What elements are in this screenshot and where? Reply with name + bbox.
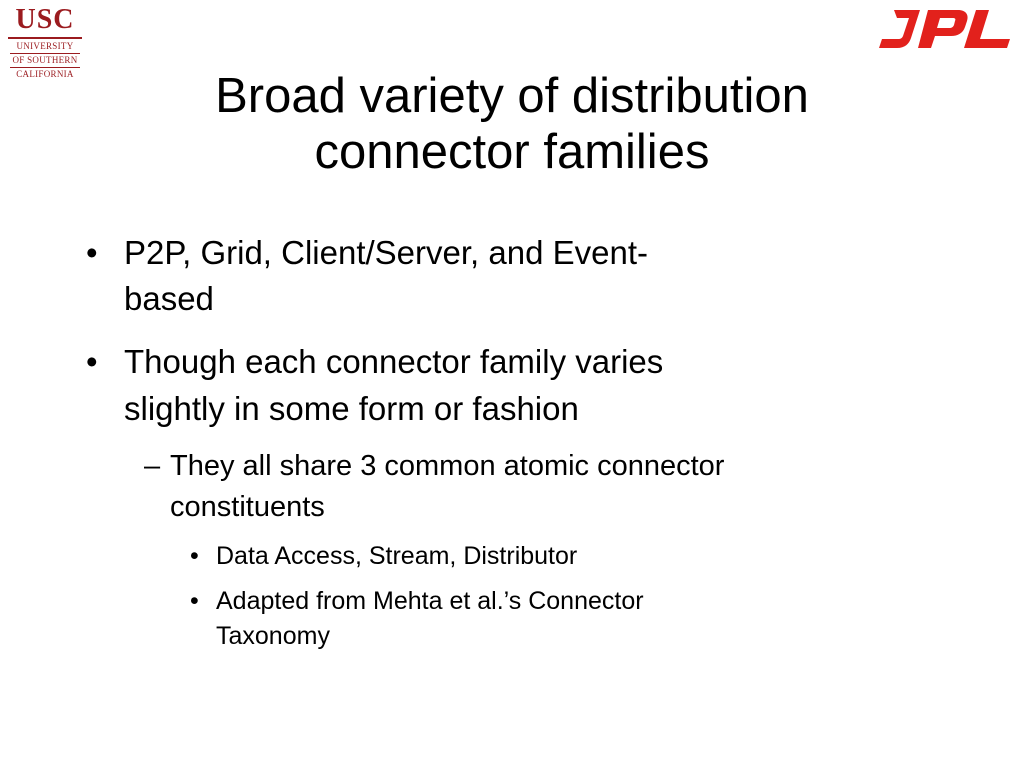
bullet-text-line: constituents	[170, 491, 325, 523]
usc-logo	[4, 4, 86, 84]
bullet-text-line: slightly in some form or fashion	[124, 390, 579, 427]
usc-logo-divider	[8, 37, 82, 39]
bullet-text-line: Adapted from Mehta et al.’s Connector	[216, 587, 644, 615]
bullet-text-line: Taxonomy	[216, 622, 330, 650]
bullet-text-line: P2P, Grid, Client/Server, and Event-	[124, 234, 648, 271]
bullet-text-line: based	[124, 280, 214, 317]
usc-logo-divider	[10, 67, 80, 68]
bullet-marker: •	[190, 542, 199, 570]
usc-logo-line2: OF SOUTHERN	[12, 55, 78, 65]
usc-logo-divider	[10, 53, 80, 54]
usc-logo-line3: CALIFORNIA	[16, 69, 74, 79]
bullet-text-line: Though each connector family varies	[124, 343, 664, 380]
usc-logo-main: USC	[15, 4, 75, 35]
bullet-marker: •	[190, 587, 199, 615]
jpl-logo	[872, 6, 1012, 54]
slide-title	[90, 68, 934, 180]
bullet-marker: •	[86, 343, 98, 380]
bullet-text-line: They all share 3 common atomic connector	[170, 450, 725, 482]
bullet-text-line: Data Access, Stream, Distributor	[216, 542, 578, 570]
slide-title-line1: Broad variety of distribution	[215, 69, 809, 123]
bullet-marker: •	[86, 234, 98, 271]
bullet-marker: –	[144, 450, 161, 482]
usc-logo-line1: UNIVERSITY	[16, 41, 74, 51]
slide-title-line2: connector families	[314, 125, 710, 179]
